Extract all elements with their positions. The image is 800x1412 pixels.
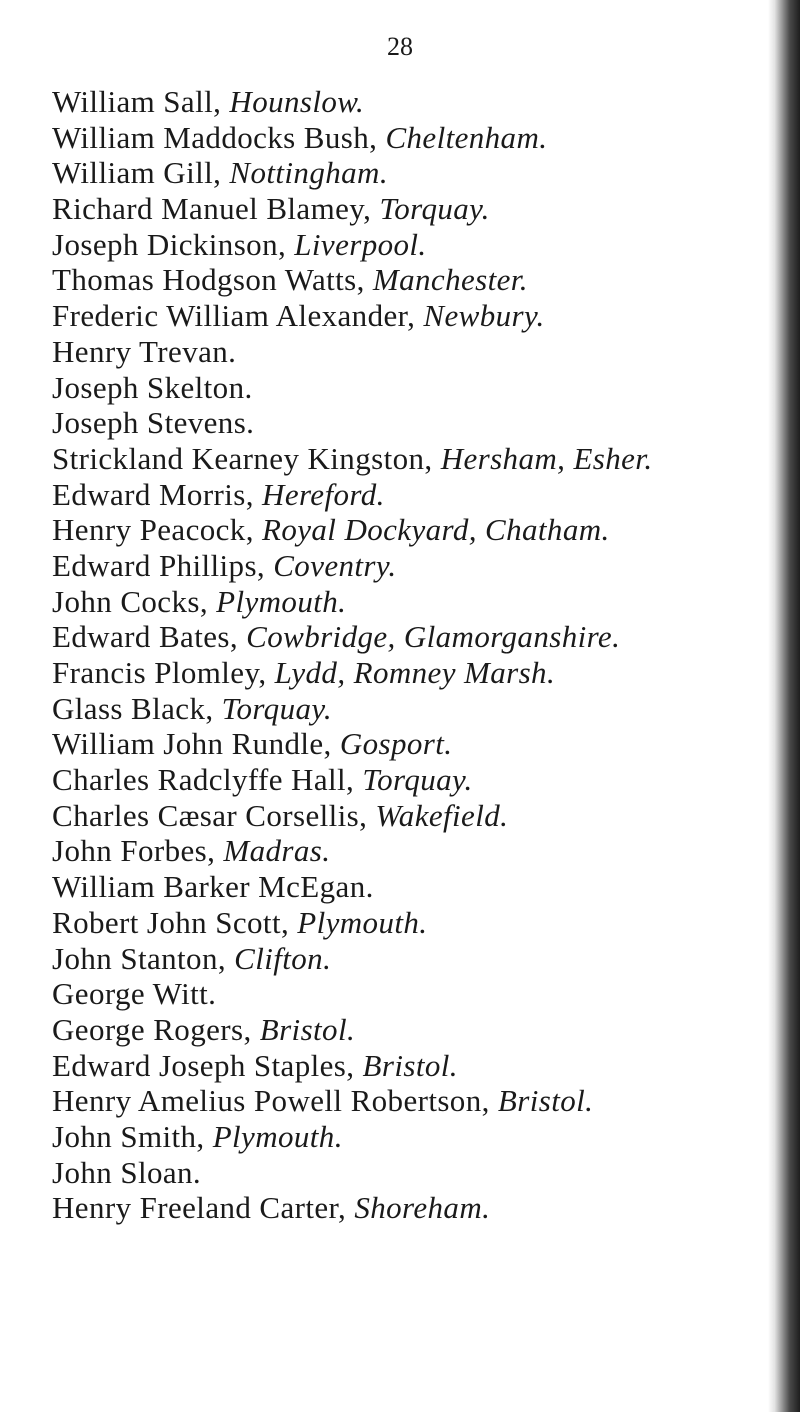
place-name: Bristol. bbox=[497, 1083, 594, 1119]
place-name: Bristol. bbox=[362, 1047, 458, 1083]
list-item bbox=[52, 298, 782, 334]
list-item bbox=[52, 905, 782, 941]
list-item bbox=[52, 262, 782, 298]
person-name: Joseph Dickinson, bbox=[52, 226, 295, 262]
list-item bbox=[52, 405, 782, 441]
person-name: Joseph Stevens. bbox=[52, 405, 255, 441]
list-item bbox=[52, 120, 782, 156]
page-number: 28 bbox=[387, 32, 413, 61]
list-item bbox=[52, 1190, 782, 1226]
list-item bbox=[52, 1012, 782, 1048]
list-item bbox=[52, 619, 782, 655]
person-name: Edward Bates, bbox=[52, 619, 247, 655]
place-name: Manchester. bbox=[372, 262, 528, 298]
list-item bbox=[52, 1119, 782, 1155]
person-name: Strickland Kearney Kingston, bbox=[52, 440, 441, 476]
place-name: Liverpool. bbox=[294, 226, 427, 262]
list-item bbox=[52, 1083, 782, 1119]
list-item bbox=[52, 84, 782, 120]
place-name: Torquay. bbox=[362, 762, 473, 798]
place-name: Torquay. bbox=[379, 191, 490, 227]
place-name: Cowbridge, Glamorganshire. bbox=[246, 619, 621, 655]
place-name: Hounslow. bbox=[229, 84, 365, 119]
person-name: Henry Trevan. bbox=[52, 333, 237, 369]
person-name: George Witt. bbox=[52, 976, 217, 1012]
person-name: George Rogers, bbox=[52, 1011, 260, 1047]
person-name: Charles Cæsar Corsellis, bbox=[52, 797, 376, 833]
person-name: Henry Freeland Carter, bbox=[52, 1190, 355, 1226]
list-item bbox=[52, 512, 782, 548]
person-name: Richard Manuel Blamey, bbox=[52, 191, 380, 227]
list-item bbox=[52, 548, 782, 584]
person-name: John Forbes, bbox=[52, 833, 224, 869]
place-name: Plymouth. bbox=[297, 904, 428, 940]
list-item bbox=[52, 976, 782, 1012]
list-item bbox=[52, 762, 782, 798]
person-name: Thomas Hodgson Watts, bbox=[52, 262, 373, 298]
book-spine-edge bbox=[774, 0, 800, 1412]
person-name: Robert John Scott, bbox=[52, 904, 298, 940]
list-item bbox=[52, 833, 782, 869]
place-name: Madras. bbox=[223, 833, 331, 869]
place-name: Cheltenham. bbox=[385, 119, 548, 155]
person-name: Edward Joseph Staples, bbox=[52, 1047, 363, 1083]
person-name: William Gill, bbox=[52, 155, 230, 191]
place-name: Plymouth. bbox=[212, 1118, 343, 1154]
person-name: Francis Plomley, bbox=[52, 655, 275, 690]
list-item bbox=[52, 155, 782, 191]
person-name: Charles Radclyffe Hall, bbox=[52, 762, 363, 798]
place-name: Gosport. bbox=[339, 726, 453, 762]
place-name: Nottingham. bbox=[229, 155, 388, 191]
person-name: William Barker McEgan. bbox=[52, 869, 374, 905]
person-name: Joseph Skelton. bbox=[52, 369, 253, 405]
place-name: Wakefield. bbox=[375, 797, 509, 833]
list-item bbox=[52, 691, 782, 727]
place-name: Torquay. bbox=[221, 690, 332, 726]
place-name: Bristol. bbox=[259, 1011, 356, 1047]
place-name: Newbury. bbox=[423, 298, 545, 334]
list-item bbox=[52, 1155, 782, 1191]
person-name: Henry Peacock, bbox=[52, 512, 262, 548]
person-name: John Smith, bbox=[52, 1118, 213, 1154]
place-name: Coventry. bbox=[273, 547, 397, 583]
list-item bbox=[52, 869, 782, 905]
person-name: William Sall, bbox=[52, 84, 230, 119]
person-name: William John Rundle, bbox=[52, 726, 340, 762]
person-name: John Sloan. bbox=[52, 1154, 202, 1190]
list-item bbox=[52, 227, 782, 263]
person-name: William Maddocks Bush, bbox=[52, 119, 386, 155]
list-item bbox=[52, 334, 782, 370]
list-item bbox=[52, 370, 782, 406]
place-name: Clifton. bbox=[234, 940, 332, 976]
list-item bbox=[52, 655, 782, 691]
list-item bbox=[52, 726, 782, 762]
place-name: Shoreham. bbox=[354, 1190, 491, 1226]
list-item bbox=[52, 798, 782, 834]
list-item bbox=[52, 477, 782, 513]
place-name: Lydd, Romney Marsh. bbox=[274, 655, 556, 690]
name-list bbox=[52, 84, 782, 1226]
person-name: Henry Amelius Powell Robertson, bbox=[52, 1083, 498, 1119]
person-name: John Cocks, bbox=[52, 583, 217, 619]
place-name: Royal Dockyard, Chatham. bbox=[262, 512, 610, 548]
place-name: Hersham, Esher. bbox=[440, 440, 653, 476]
list-item bbox=[52, 441, 782, 477]
person-name: Glass Black, bbox=[52, 690, 222, 726]
person-name: Edward Morris, bbox=[52, 476, 263, 512]
person-name: Edward Phillips, bbox=[52, 547, 274, 583]
list-item bbox=[52, 584, 782, 620]
person-name: John Stanton, bbox=[52, 940, 235, 976]
list-item bbox=[52, 941, 782, 977]
list-item bbox=[52, 1048, 782, 1084]
person-name: Frederic William Alexander, bbox=[52, 298, 424, 334]
list-item bbox=[52, 191, 782, 227]
place-name: Hereford. bbox=[262, 476, 385, 512]
place-name: Plymouth. bbox=[216, 583, 347, 619]
